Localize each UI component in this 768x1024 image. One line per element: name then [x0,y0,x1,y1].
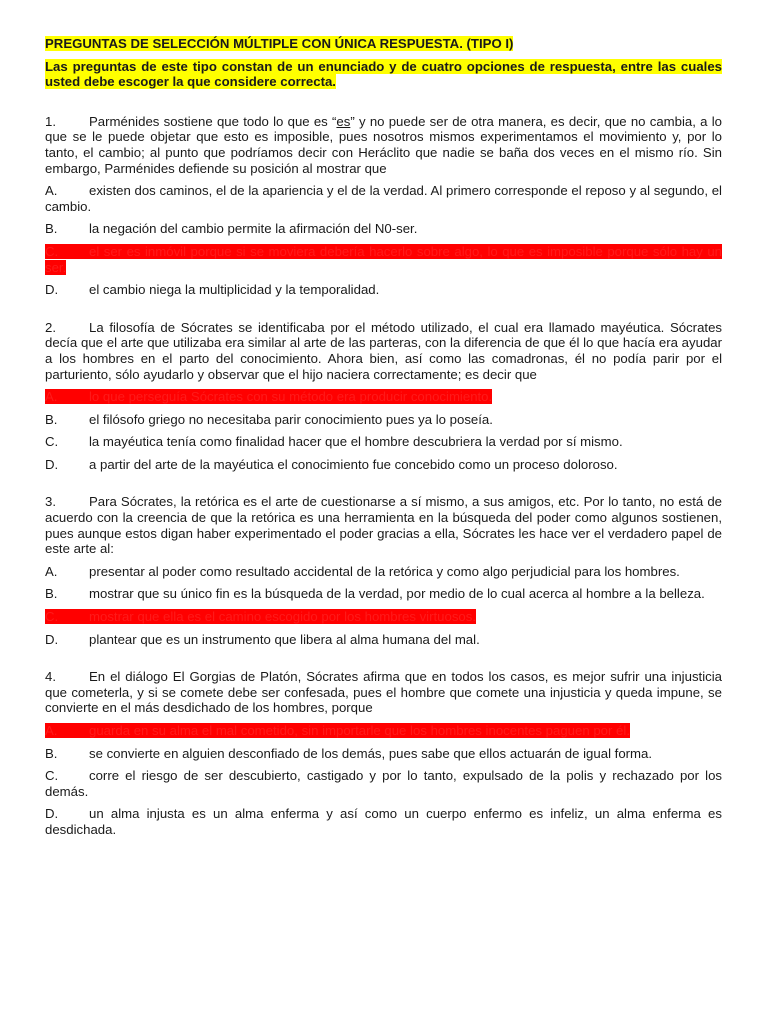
question-2-number: 2. [45,319,56,335]
question-2 [45,320,722,473]
question-4-number: 4. [45,669,56,685]
question-3 [45,494,722,647]
underlined-word: es [336,113,351,129]
question-3-option-c-correct[interactable]: C. mostrar que ella es el camino escogido por los hombres virtuosos. [45,609,477,625]
question-4-option-a-correct[interactable]: A. guarda en su alma el mal cometido, sin importarle que los hombres inocentes paguen por él. [45,723,630,738]
question-1-option-a[interactable]: A. existen dos caminos, el de la apariencia y el de la verdad. Al primero corresponde el reposo y al segundo, el cambio. [45,183,722,214]
page-title [45,36,722,52]
question-1-option-c-correct[interactable]: C. el ser es inmóvil porque si se moviera debería hacerlo sobre algo, lo que es imposible porque sólo hay un ser. [45,243,722,275]
question-3-text: 3. Para Sócrates, la retórica es el arte de cuestionarse a sí mismo, a sus amigos, etc. Por lo tanto, no está de acuerdo con la creencia de que la retórica es una herramienta en la búsqueda del poder como algunos sostienen, pues aunque estos digan haber experimentado el poder gracias a ella, Sócrates les hace ver el verdadero papel de este arte al: [45,494,722,557]
question-2-option-b[interactable]: B. el filósofo griego no necesitaba parir conocimiento pues ya lo poseía. [45,411,493,427]
document-page [45,36,722,845]
question-1 [45,114,722,298]
question-3-number: 3. [45,494,56,510]
question-2-text: 2. La filosofía de Sócrates se identificaba por el método utilizado, el cual era llamado mayéutica. Sócrates decía que el arte que utilizaba era similar al arte de las parteras, con la diferencia de que él lo que hacía era ayudar a los hombres en el parto del conocimiento. Ahora bien, así como las comadronas, él no podía parir por el parturiento, sólo ayudarlo y observar que el hijo naciera correctamente; es decir que [45,319,722,382]
question-2-option-a-correct[interactable]: A. lo que perseguía Sócrates con su método era producir conocimiento. [45,389,493,405]
instructions [45,59,722,90]
question-3-option-a[interactable]: A. presentar al poder como resultado accidental de la retórica y como algo perjudicial para los hombres. [45,563,680,579]
question-4-option-c[interactable]: C. corre el riesgo de ser descubierto, castigado y por lo tanto, expulsado de la polis y rechazado por los demás. [45,768,722,799]
question-1-option-d[interactable]: D. el cambio niega la multiplicidad y la temporalidad. [45,282,380,298]
question-4-option-d[interactable]: D. un alma injusta es un alma enferma y así como un cuerpo enfermo es infeliz, un alma enferma es desdichada. [45,806,722,837]
question-3-option-d[interactable]: D. plantear que es un instrumento que libera al alma humana del mal. [45,631,480,647]
question-4-text: 4. En el diálogo El Gorgias de Platón, Sócrates afirma que en todos los casos, es mejor sufrir una injusticia que cometerla, y si se comete debe ser confesada, pues el hombre que comete una injusticia y queda impune, se convierte en el más desdichado de los hombres, porque [45,669,722,716]
question-4 [45,669,722,837]
question-4-option-b[interactable]: B. se convierte en alguien desconfiado de los demás, pues sabe que ellos actuarán de igual forma. [45,745,653,761]
instructions-highlight: Las preguntas de este tipo constan de un enunciado y de cuatro opciones de respuesta, entre las cuales usted debe escoger la que considere correcta. [45,58,722,90]
question-3-option-b[interactable]: B. mostrar que su único fin es la búsqueda de la verdad, por medio de lo cual acerca al hombre a la belleza. [45,586,705,602]
question-2-option-d[interactable]: D. a partir del arte de la mayéutica el conocimiento fue concebido como un proceso doloroso. [45,456,618,472]
question-1-number: 1. [45,113,56,129]
question-1-text: 1. Parménides sostiene que todo lo que es “es” y no puede ser de otra manera, es decir, que no cambia, a lo que se le puede objetar que esto es imposible, pues nosotros mismos experimentamos el movimiento y, por lo tanto, el cambio; al punto que podríamos decir con Heráclito que nadie se baña dos veces en el mismo río. Sin embargo, Parménides defiende su posición al mostrar que [45,113,723,176]
question-1-option-b[interactable]: B. la negación del cambio permite la afirmación del N0-ser. [45,221,418,237]
question-2-option-c[interactable]: C. la mayéutica tenía como finalidad hacer que el hombre descubriera la verdad por sí mismo. [45,434,623,450]
title-highlight: PREGUNTAS DE SELECCIÓN MÚLTIPLE CON ÚNICA RESPUESTA. (TIPO I) [45,36,514,51]
